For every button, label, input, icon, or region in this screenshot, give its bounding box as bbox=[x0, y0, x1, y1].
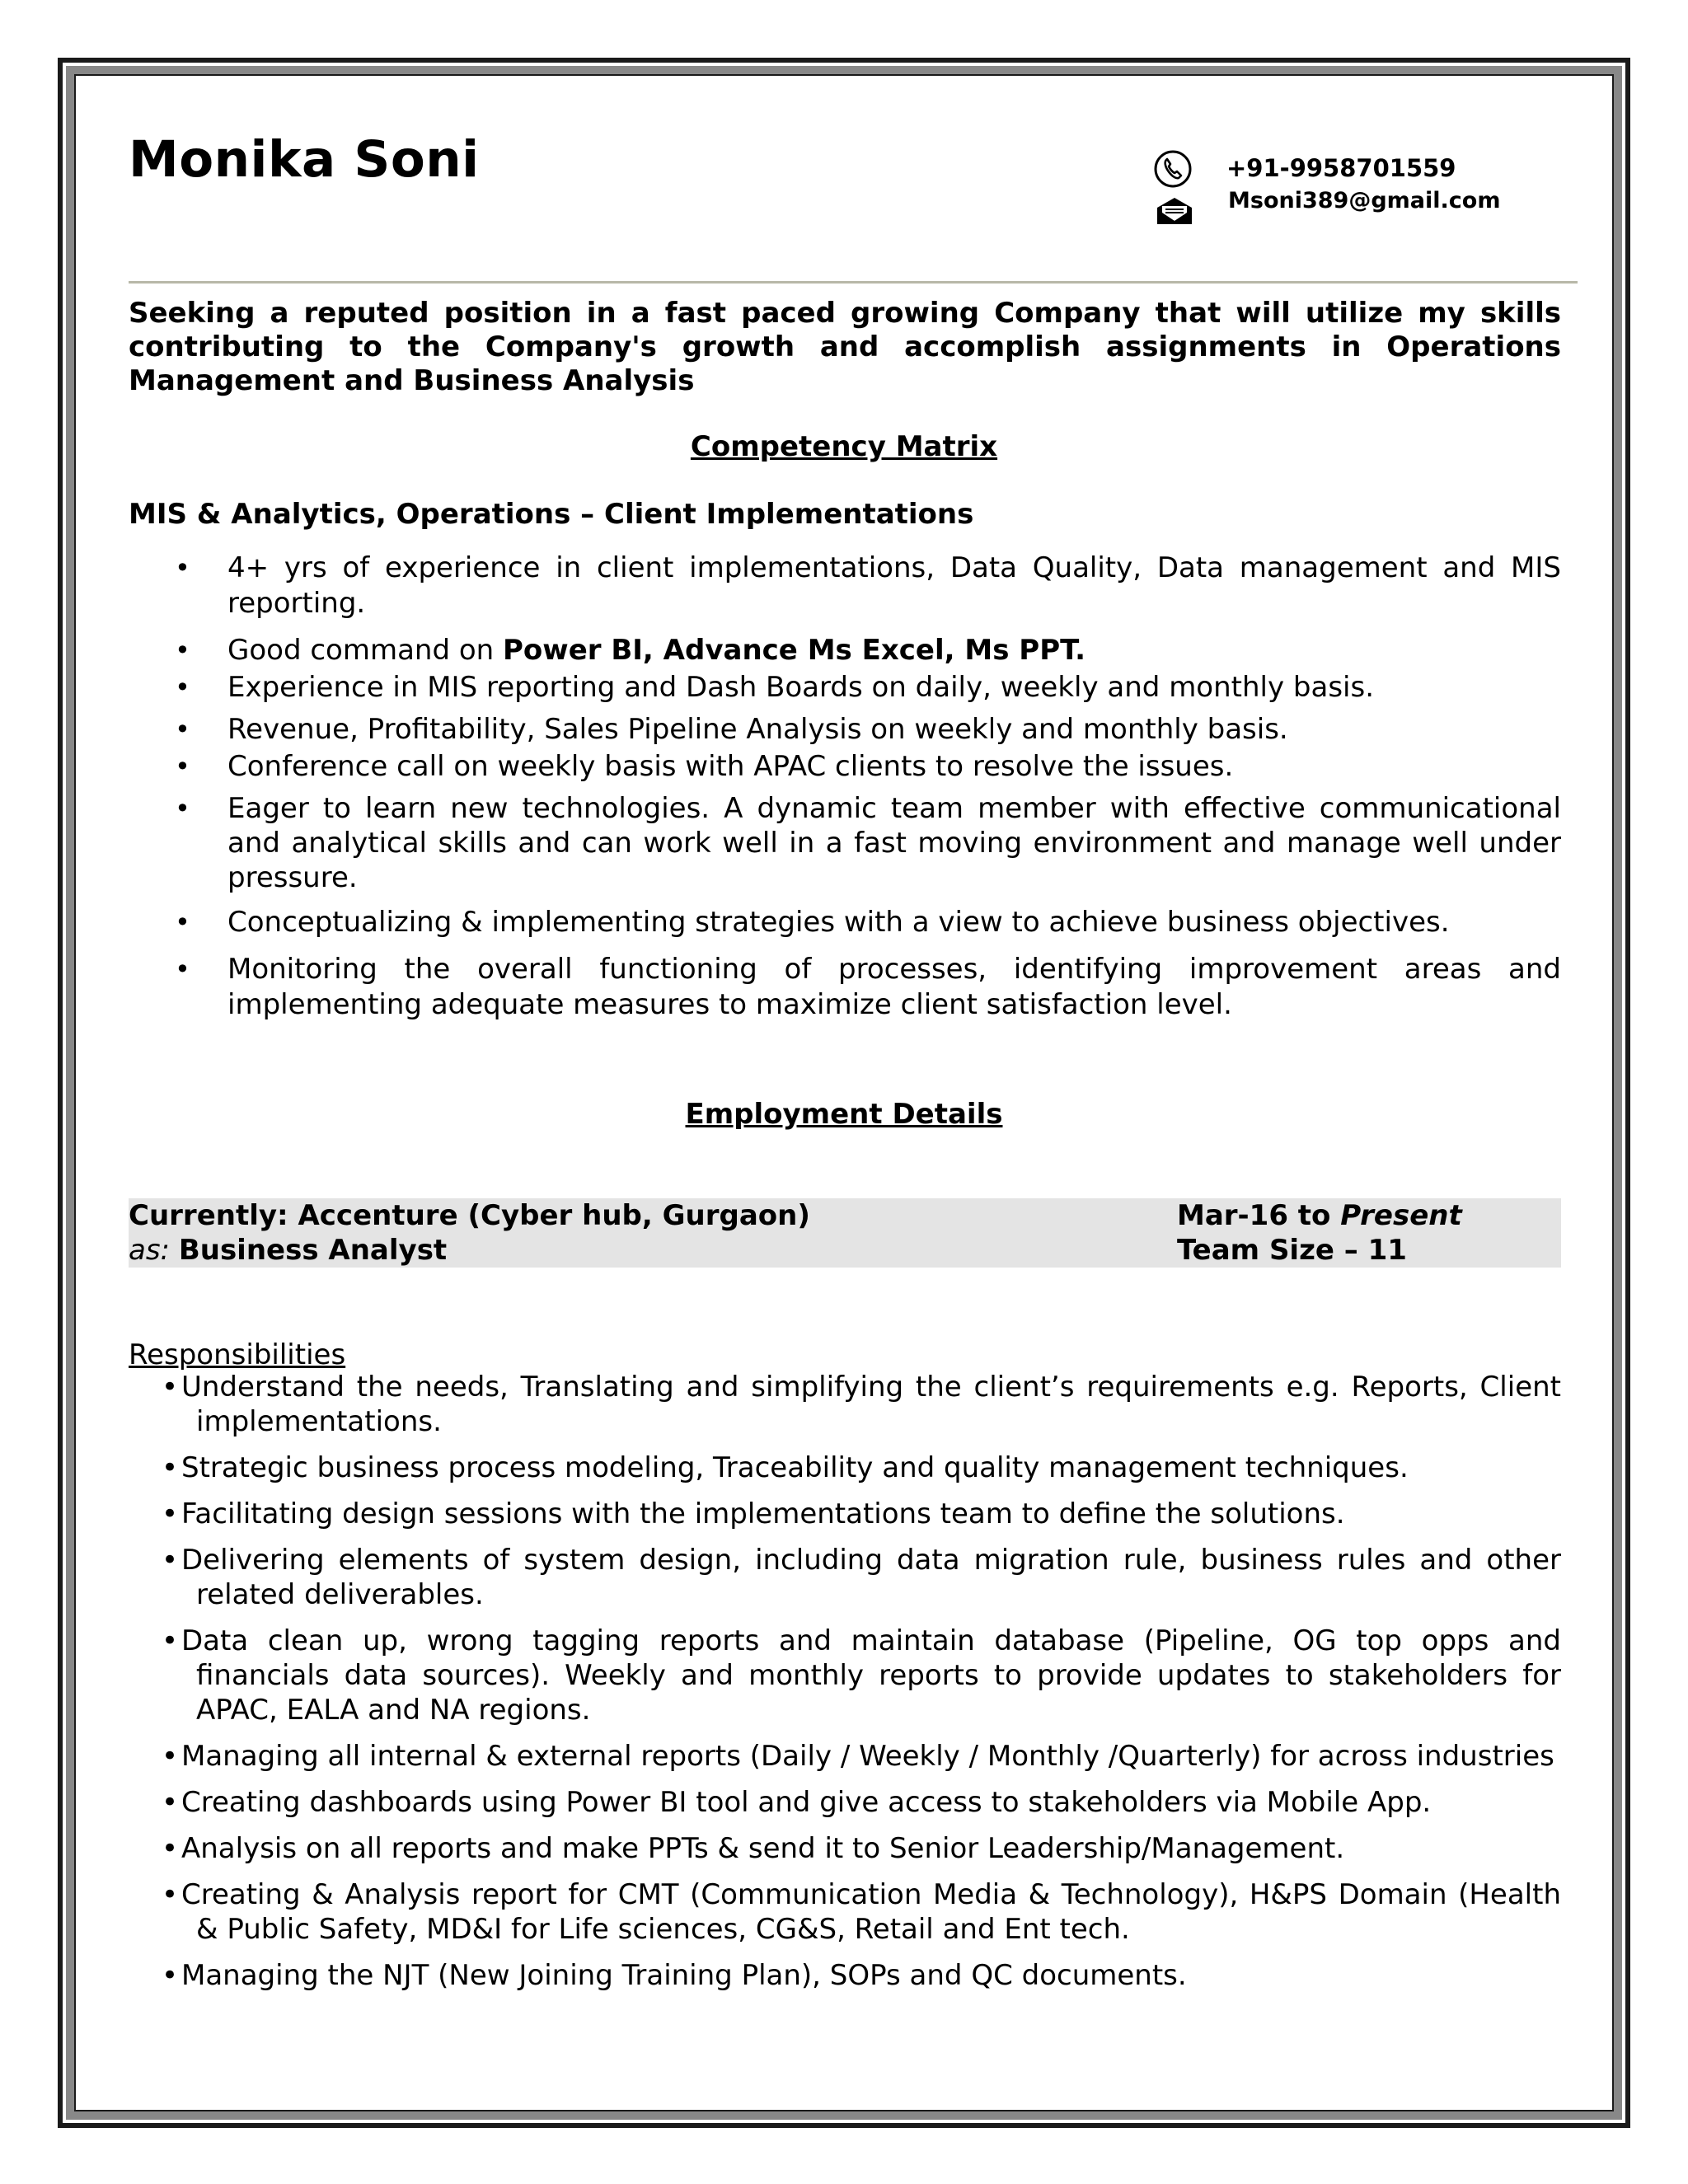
competency-subheading: MIS & Analytics, Operations – Client Implementations bbox=[129, 498, 974, 531]
team-size: Team Size – 11 bbox=[1177, 1234, 1407, 1267]
list-item: • Data clean up, wrong tagging reports and maintain database (Pipeline, OG top opps and financials data sources). Weekly and monthly reports to provide updates to stakeholders for APAC, EALA and NA regions. bbox=[162, 1624, 1561, 1727]
job-role: as: Business Analyst bbox=[129, 1234, 448, 1267]
list-item: • Managing the NJT (New Joining Training Plan), SOPs and QC documents. bbox=[162, 1959, 1187, 1992]
list-item: • Creating dashboards using Power BI tool and give access to stakeholders via Mobile App. bbox=[162, 1786, 1432, 1819]
competency-list bbox=[129, 551, 1561, 1023]
list-item: • Analysis on all reports and make PPTs & send it to Senior Leadership/Management. bbox=[162, 1832, 1345, 1865]
list-item: • Understand the needs, Translating and simplifying the client’s requirements e.g. Reports, Client implementations. bbox=[162, 1371, 1561, 1438]
list-item: • Conference call on weekly basis with APAC clients to resolve the issues. bbox=[129, 749, 1561, 785]
list-item: • Facilitating design sessions with the implementations team to define the solutions. bbox=[162, 1497, 1345, 1530]
list-item: • Eager to learn new technologies. A dynamic team member with effective communicational and analytical skills and can work well in a fast moving environment and manage well under pressure. bbox=[129, 791, 1561, 895]
header-divider bbox=[129, 281, 1578, 284]
envelope-icon bbox=[1156, 196, 1193, 226]
list-item: • Good command on Power BI, Advance Ms Excel, Ms PPT. bbox=[129, 633, 1561, 668]
phone-number: +91-9958701559 bbox=[1226, 154, 1456, 182]
list-item: • Delivering elements of system design, including data migration rule, business rules and other related deliverables. bbox=[162, 1544, 1561, 1611]
list-item: • Monitoring the overall functioning of processes, identifying improvement areas and implementing adequate measures to maximize client satisfaction level. bbox=[129, 952, 1561, 1023]
phone-icon bbox=[1154, 150, 1192, 188]
list-item: • Strategic business process modeling, Traceability and quality management techniques. bbox=[162, 1451, 1409, 1484]
list-item: • Conceptualizing & implementing strategies with a view to achieve business objectives. bbox=[129, 905, 1561, 940]
list-item: • Creating & Analysis report for CMT (Communication Media & Technology), H&PS Domain (Health & Public Safety, MD&I for Life sciences, CG&S, Retail and Ent tech. bbox=[162, 1878, 1561, 1946]
responsibilities-title: Responsibilities bbox=[129, 1338, 346, 1371]
career-objective: Seeking a reputed position in a fast paced growing Company that will utilize my skills contributing to the Company's growth and accomplish assignments in Operations Management and Business Analysis bbox=[129, 297, 1561, 397]
tools-bold-text: Power BI, Advance Ms Excel, Ms PPT. bbox=[503, 634, 1086, 667]
list-item: • Managing all internal & external reports (Daily / Weekly / Monthly /Quarterly) for across industries bbox=[162, 1740, 1554, 1773]
employment-details-title: Employment Details bbox=[685, 1098, 1003, 1131]
candidate-name: Monika Soni bbox=[129, 130, 480, 189]
employer-name: Currently: Accenture (Cyber hub, Gurgaon) bbox=[129, 1199, 810, 1232]
list-item: • 4+ yrs of experience in client implementations, Data Quality, Data management and MIS reporting. bbox=[129, 551, 1561, 621]
list-item: • Experience in MIS reporting and Dash Boards on daily, weekly and monthly basis. bbox=[129, 670, 1561, 705]
competency-matrix-title: Competency Matrix bbox=[690, 430, 998, 463]
email-address: Msoni389@gmail.com bbox=[1228, 188, 1501, 213]
employment-dates: Mar-16 to Present bbox=[1177, 1199, 1462, 1232]
list-item: • Revenue, Profitability, Sales Pipeline Analysis on weekly and monthly basis. bbox=[129, 712, 1561, 748]
responsibilities-list bbox=[129, 1370, 1561, 2004]
